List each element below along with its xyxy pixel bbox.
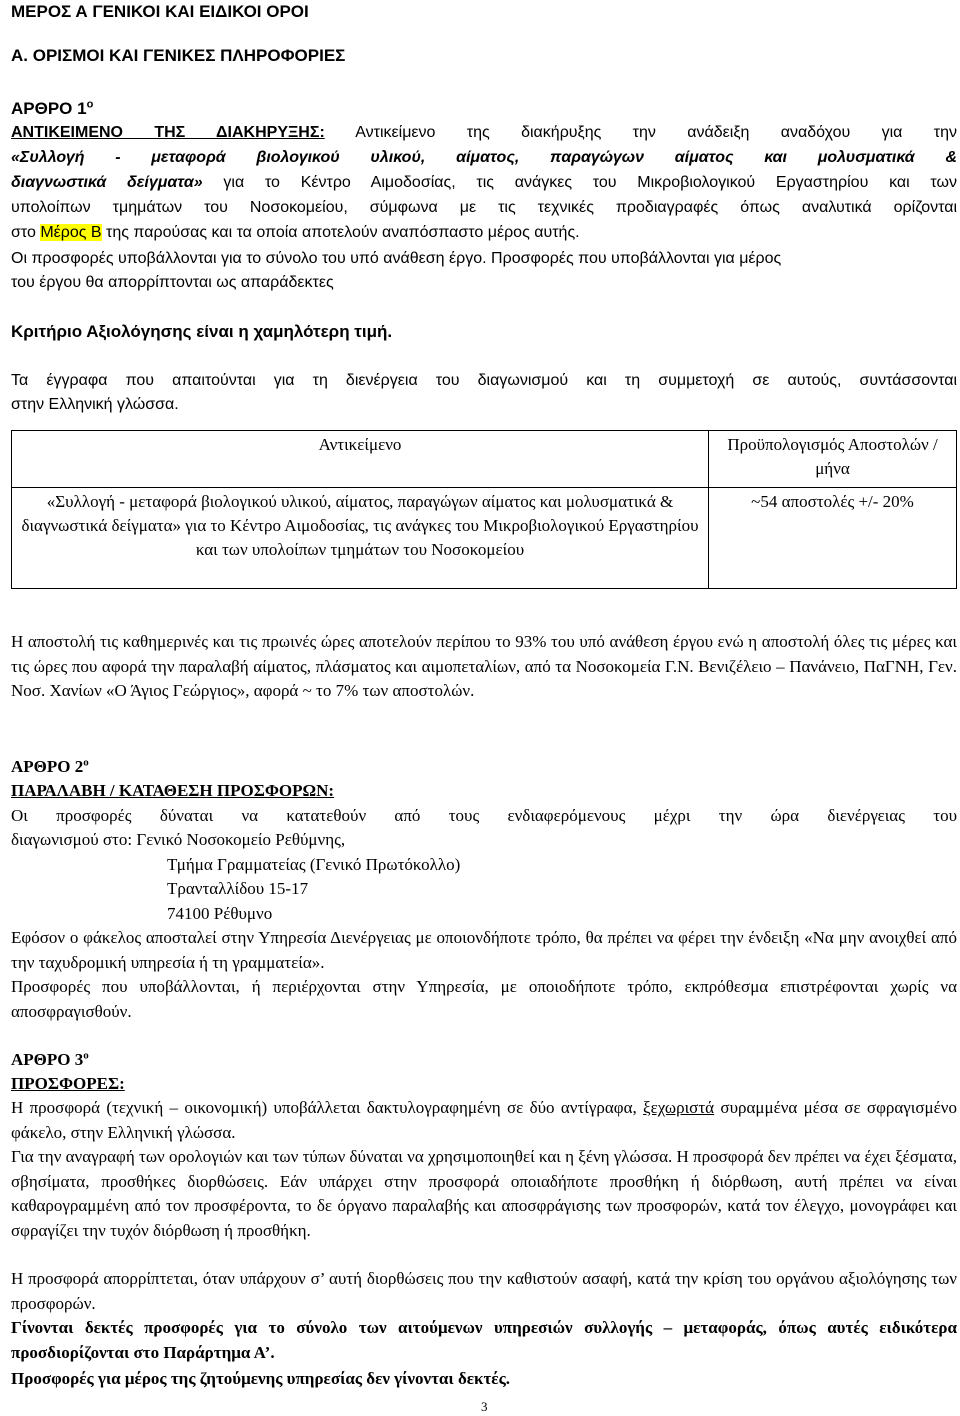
whole-offers-line1 (11, 249, 781, 269)
whole-offers-line2: του έργου θα απορρίπτονται ως απαράδεκτες (11, 274, 334, 291)
article3-title-sup: ο (83, 1049, 89, 1062)
subject-budget-table (11, 430, 957, 589)
language-line2: στην Ελληνική γλώσσα. (11, 396, 179, 413)
article2-p1-line2: διαγωνισμού στο: Γενικό Νοσοκομείο Ρεθύμνης, (11, 830, 346, 849)
article2-subtitle: ΠΑΡΑΛΑΒΗ / ΚΑΤΑΘΕΣΗ ΠΡΟΣΦΟΡΩΝ: (11, 781, 335, 800)
header-budget: Προϋπολογισμός Αποστολών / μήνα (709, 431, 957, 488)
article3-title-text: ΑΡΘΡΟ 3 (11, 1050, 84, 1069)
article1-title-text: ΑΡΘΡΟ 1 (11, 99, 87, 118)
dispatch-paragraph: Η αποστολή τις καθημερινές και τις πρωινές ώρες αποτελούν περίπου το 93% του υπό ανάθεση έργου ενώ η αποστολή όλες τις μέρες και τις ώρες που αφορά την παραλαβή αίματος, πλάσματος και αιμοπεταλίων, από τα Νοσοκομεία Γ.Ν. Βενιζέλειο – Πανάνειο, ΠαΓΝΗ, Γεν. Νοσ. Χανίων «Ο Άγιος Γεώργιος», αφορά ~ το 7% των αποστολών. (11, 632, 957, 700)
article2-p3: Προσφορές που υποβάλλονται, ή περιέρχονται στην Υπηρεσία, με οποιοδήποτε τρόπο, εκπρόθεσμα επιστρέφονται χωρίς να αποσφραγισθούν. (11, 977, 957, 1021)
article1-line4: υπολοίπων τμημάτων του Νοσοκομείου, σύμφωνα με τις τεχνικές προδιαγραφές όπως αναλυτικά ορίζονται (11, 199, 957, 216)
part-heading: ΜΕΡΟΣ Α ΓΕΝΙΚΟΙ ΚΑΙ ΕΙΔΙΚΟΙ ΟΡΟΙ (11, 2, 309, 21)
article1-title (11, 99, 93, 119)
article3-p2: Για την αναγραφή των ορολογιών και των τύπων δύναται να χρησιμοποιηθεί και η ξένη γλώσσα. Η προσφορά δεν πρέπει να έχει ξέσματα, σβησίματα, προσθήκες διορθώσεις. Εάν υπάρχει στην προσφορά οποιαδήποτε προσθήκη ή διόρθωση, αυτή πρέπει να είναι καθαρογραμμένη από τον προσφέροντα, το δε όργανο παραλαβής και αποσφράγισης των προσφορών, κατά τον έλεγχο, μονογράφει και σφραγίζει την τυχόν διόρθωση ή προσθήκη. (11, 1147, 957, 1240)
address-line-3: 74100 Ρέθυμνο (167, 904, 273, 923)
article3-subtitle: ΠΡΟΣΦΟΡΕΣ: (11, 1074, 125, 1093)
article1-quote-b: διαγνωστικά δείγματα» (11, 174, 203, 191)
table-header-row (12, 431, 957, 488)
article2-p2: Εφόσον ο φάκελος αποσταλεί στην Υπηρεσία Διενέργειας με οποιονδήποτε τρόπο, θα πρέπει να φέρει την ένδειξη «Να μην ανοιχθεί από την ταχυδρομική υπηρεσία ή τη γραμματεία». (11, 928, 957, 972)
article1-line5 (11, 223, 580, 243)
article1-subject-label: ΑΝΤΙΚΕΙΜΕΝΟ ΤΗΣ ΔΙΑΚΗΡΥΞΗΣ: (11, 124, 325, 141)
article2-title-text: ΑΡΘΡΟ 2 (11, 757, 84, 776)
article1-text-b: για το Κέντρο Αιμοδοσίας, τις ανάγκες του Μικροβιολογικού Εργαστηρίου και των (202, 174, 958, 191)
whole-offers-b: Προσφορές που υποβάλλονται για μέρος (486, 250, 782, 267)
address-line-1: Τμήμα Γραμματείας (Γενικό Πρωτόκολλο) (167, 855, 461, 874)
article3-p1 (11, 1096, 957, 1145)
page-number: 3 (481, 1399, 488, 1414)
language-line1: Τα έγγραφα που απαιτούνται για τη διενέργεια του διαγωνισμού και τη συμμετοχή σε αυτούς, συντάσσονται (11, 372, 957, 389)
article1-text-d1: στο (11, 224, 41, 241)
article2-title (11, 757, 89, 777)
table-row (12, 488, 957, 589)
article1-line2: «Συλλογή - μεταφορά βιολογικού υλικού, αίματος, παραγώγων αίματος και μολυσματικά & (11, 149, 957, 166)
article3-title (11, 1050, 89, 1070)
article2-title-sup: ο (83, 756, 89, 769)
document-page (11, 0, 957, 1416)
award-criterion: Κριτήριο Αξιολόγησης είναι η χαμηλότερη τιμή. (11, 322, 393, 341)
address-line-2: Τρανταλλίδου 15-17 (167, 879, 309, 898)
article1-title-sup: ο (86, 98, 94, 111)
article3-p1-b: συραμμένα μέσα σε σφραγισμένο φάκελο, στην Ελληνική γλώσσα. (11, 1098, 957, 1142)
article3-p4: Γίνονται δεκτές προσφορές για το σύνολο των αιτούμενων υπηρεσιών συλλογής – μεταφοράς, όπως αυτές ειδικότερα προσδιορίζονται στο Παράρτημα Α’. (11, 1318, 957, 1362)
article3-p1-a: Η προσφορά (τεχνική – οικονομική) υποβάλλεται δακτυλογραφημένη σε δύο αντίγραφα, (11, 1098, 644, 1117)
article1-subject-text-a: Αντικείμενο της διακήρυξης την ανάδειξη αναδόχου για την (324, 124, 957, 141)
article1-line3 (11, 173, 957, 193)
article1-line1 (11, 123, 957, 143)
row-budget: ~54 αποστολές +/- 20% (709, 488, 957, 589)
article3-p1-underlined: ξεχωριστά (643, 1098, 715, 1117)
row-subject: «Συλλογή - μεταφορά βιολογικού υλικού, αίματος, παραγώγων αίματος και μολυσματικά & διαγνωστικά δείγματα» για το Κέντρο Αιμοδοσίας, τις ανάγκες του Μικροβιολογικού Εργαστηρίου και των υπολοίπων τμημάτων του Νοσοκομείου (12, 488, 709, 589)
section-heading: Α. ΟΡΙΣΜΟΙ ΚΑΙ ΓΕΝΙΚΕΣ ΠΛΗΡΟΦΟΡΙΕΣ (11, 46, 346, 65)
part-b-highlight: Μέρος Β (40, 224, 102, 241)
article3-p5: Προσφορές για μέρος της ζητούμενης υπηρεσίας δεν γίνονται δεκτές. (11, 1369, 510, 1388)
whole-offers-a: Οι προσφορές υποβάλλονται για το σύνολο του υπό ανάθεση έργο. (11, 250, 487, 267)
article3-p3: Η προσφορά απορρίπτεται, όταν υπάρχουν σ’ αυτή διορθώσεις που την καθιστούν ασαφή, κατά την κρίση του οργάνου αξιολόγησης των προσφορών. (11, 1269, 957, 1313)
header-subject: Αντικείμενο (12, 431, 709, 488)
article2-p1-line1: Οι προσφορές δύναται να κατατεθούν από τους ενδιαφερόμενους μέχρι την ώρα διενέργειας του (11, 806, 957, 825)
article1-text-d2: της παρούσας και τα οποία αποτελούν αναπόσπαστο μέρος αυτής. (101, 224, 580, 241)
